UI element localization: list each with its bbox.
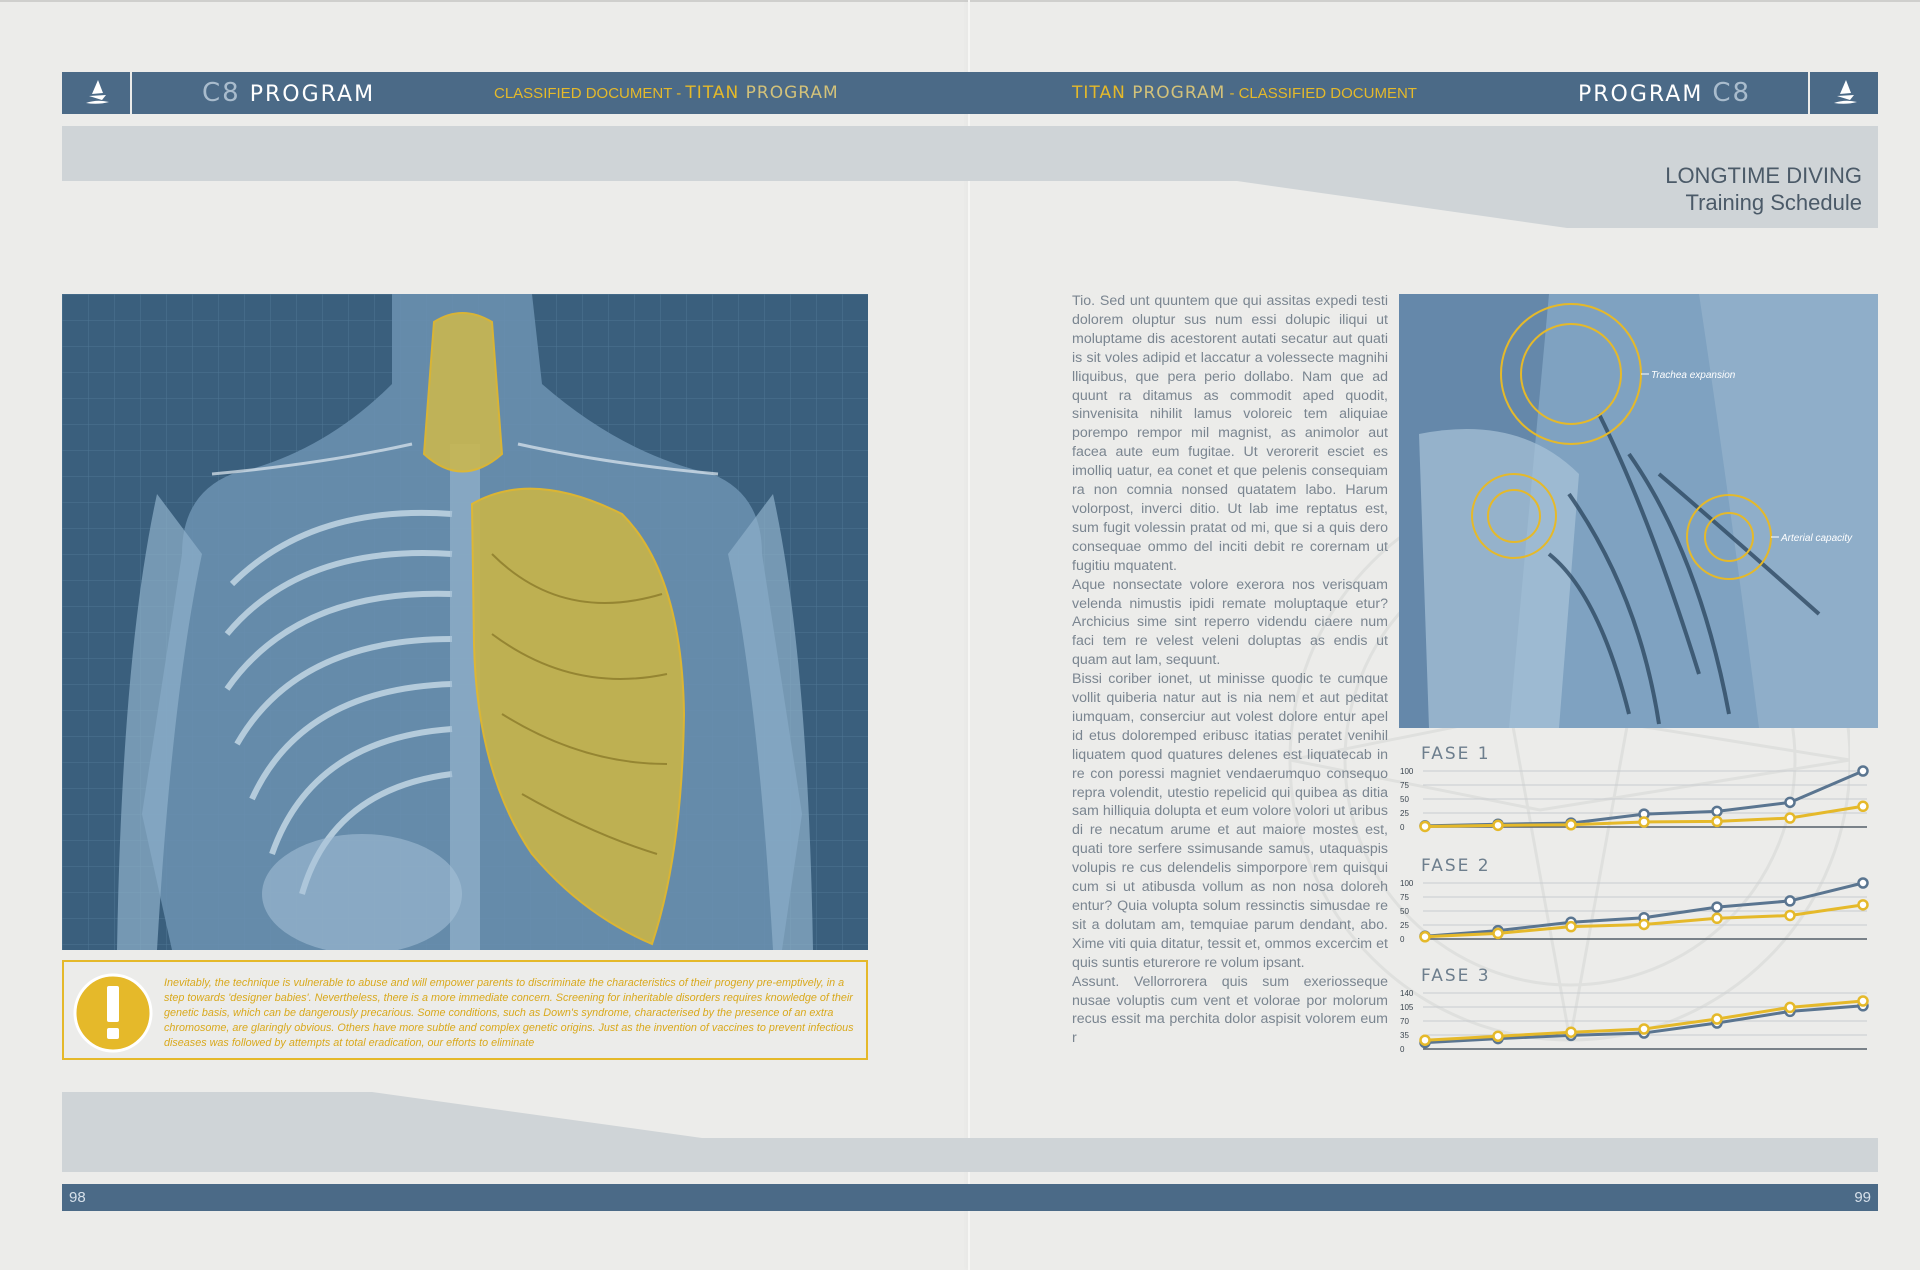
page-number-left: 98 [69,1189,86,1206]
left-program-prefix: C8 [202,78,241,108]
data-point [1713,817,1722,826]
data-point [1859,802,1868,811]
body-paragraph: Tio. Sed unt quuntem que qui assitas expedi testi dolorem oluptur sus num essi dolupic iliqui ut moluptame dis acestorent autati secatur aut quati is sit voles adipid et laccatur a volessecte magnihi lliquibus, que pera perio dollabo. Nam que ad quunt ra ditamus as commodit aped quodit, sinvenisita nihilit lamus voloreic tem aliquiae porempo rempor mil magnist, as animolor aut facea aute eum fugitae. Ut verorerit esciet es imolliq uatur, ea conet et que pelenis consequiam ra non comnia nonsed quatatem labo. Harum volorpost, inverci ditio. Ut lab ime reptatus est, sum fugit volessin pratat od mi, que si a quis dero consequae ommo del inciti debit re corernam ut fugitiu mquatent. [1072,293,1388,574]
data-point [1713,914,1722,923]
chart-title: FASE 2 [1421,856,1491,876]
page-title-line1: LONGTIME DIVING [1665,163,1862,188]
warning-text: Inevitably, the technique is vulnerable to abuse and will empower parents to discriminate the characteristics of their progeny pre-emptively, in a step towards 'designer babies'. Nevertheless, there is a more immediate concern. Screening for inheritable disorders requires knowledge of their genetic basis, which can be dangerously precarious. Some conditions, such as Down's syndrome, characterised by the presence of an extra chromosome, are glaringly obvious. Others have more subtle and complex genetic origins. Just as the invention of vaccines to prevent infectious diseases was followed by attempts at total eradication, our efforts to eliminate [164,977,854,1049]
data-point [1786,911,1795,920]
sailboat-logo-icon [62,72,132,114]
data-point [1421,932,1430,941]
footer-bar [62,1184,1878,1211]
top-gray-band [62,126,1878,228]
anatomy-illustration [62,294,868,950]
y-tick-label: 25 [1400,809,1409,818]
chart-fase-2 [1399,856,1878,956]
y-tick-label: 75 [1400,781,1409,790]
right-program-suffix: C8 [1712,78,1752,108]
data-point [1494,821,1503,830]
body-paragraph: Aque nonsectate volore exerora nos verisquam velenda nimustis ipidi remate moluptaque etur? Archicius sime sint reperro videndu ciaere num faci tem re velest veleni doluptas as endis ut quam aut lam, sequunt. [1072,576,1388,669]
right-titan-program-word: PROGRAM [1132,83,1226,103]
page-number-right: 99 [1854,1189,1871,1206]
data-point [1640,1025,1649,1034]
sailboat-logo-icon [1808,72,1878,114]
right-program-title [1578,72,1751,114]
y-tick-label: 70 [1400,1017,1409,1026]
left-titan-word: TITAN [685,83,740,103]
left-program-word: PROGRAM [249,82,376,107]
chart-title: FASE 1 [1421,744,1491,764]
data-point [1713,807,1722,816]
y-tick-label: 0 [1400,823,1405,832]
data-point [1567,922,1576,931]
bottom-gray-band [62,1092,1878,1172]
y-tick-label: 100 [1400,879,1414,888]
body-text-column [1072,292,1388,1048]
top-edge [0,0,1920,2]
y-tick-label: 100 [1400,767,1414,776]
data-point [1786,1003,1795,1012]
data-point [1640,817,1649,826]
header-bar [62,72,1878,114]
body-paragraph: Bissi coriber ionet, ut minisse quodic te cumque vollit quiberia natur aut is nia nem et aut peditat iumquam, conserciur aut volest dolore entur apel id etus doloremped eribusc itatias peratet venihil liquatem quod quatures delenes est liquatecab in re con poressi magniet vendaerumquo consequo repra volendit, utestio repelicid qui quibea as ditia sam hilliquia dolupta et eum volore volori ut aribus di re necatum arume et aut maiore mostes est, quati tore serfere ssimusande samus, utaquaspis volupis re cus delendelis simporpore rem quisqui cum si ut atibusda vollum as non nosa doloreh entur? Quia volupta solum ressinctis simusdae re sit a dolutam am, temquiae parum dendant, abo. Xime viti quia ditatur, tessit et, ommos excercim et quis suntis eturerore re volum ipsant. [1072,671,1388,971]
xray-image [1399,294,1878,728]
right-program-word: PROGRAM [1578,82,1704,107]
data-point [1713,903,1722,912]
data-point [1421,822,1430,831]
data-point [1786,814,1795,823]
xray-label-arterial: Arterial capacity [1781,533,1853,544]
left-titan-program-word: PROGRAM [745,83,839,103]
y-tick-label: 50 [1400,907,1409,916]
xray-label-trachea: Trachea expansion [1651,370,1736,381]
page-title [1665,162,1862,216]
page-title-line2: Training Schedule [1685,190,1862,215]
data-point [1859,997,1868,1006]
data-point [1494,929,1503,938]
left-program-title [202,72,375,114]
right-classified-label [1072,72,1417,114]
y-tick-label: 35 [1400,1031,1409,1040]
data-point [1494,1032,1503,1041]
exclamation-icon [72,972,154,1054]
data-point [1859,879,1868,888]
data-point [1567,820,1576,829]
y-tick-label: 140 [1400,989,1414,998]
data-point [1859,900,1868,909]
body-paragraph: Assunt. Vellorrorera quis sum exeriosseque nusae voluptis cum vent et volorae por molorum recus essit ma perchita dolor aspisit volorem eum r [1072,973,1388,1047]
chart-title: FASE 3 [1421,966,1491,986]
data-point [1567,1028,1576,1037]
data-point [1786,896,1795,905]
y-tick-label: 0 [1400,1045,1405,1054]
chart-fase-1 [1399,744,1878,844]
right-classified-text: - CLASSIFIED DOCUMENT [1229,85,1417,102]
data-point [1421,1036,1430,1045]
y-tick-label: 50 [1400,795,1409,804]
data-point [1859,767,1868,776]
data-point [1713,1015,1722,1024]
y-tick-label: 25 [1400,921,1409,930]
data-point [1786,798,1795,807]
warning-callout [62,960,868,1060]
left-classified-text: CLASSIFIED DOCUMENT - [494,85,682,102]
data-point [1640,920,1649,929]
left-classified-label [494,72,839,114]
y-tick-label: 0 [1400,935,1405,944]
y-tick-label: 105 [1400,1003,1414,1012]
y-tick-label: 75 [1400,893,1409,902]
chart-fase-3 [1399,966,1878,1066]
right-titan-word: TITAN [1072,83,1126,103]
